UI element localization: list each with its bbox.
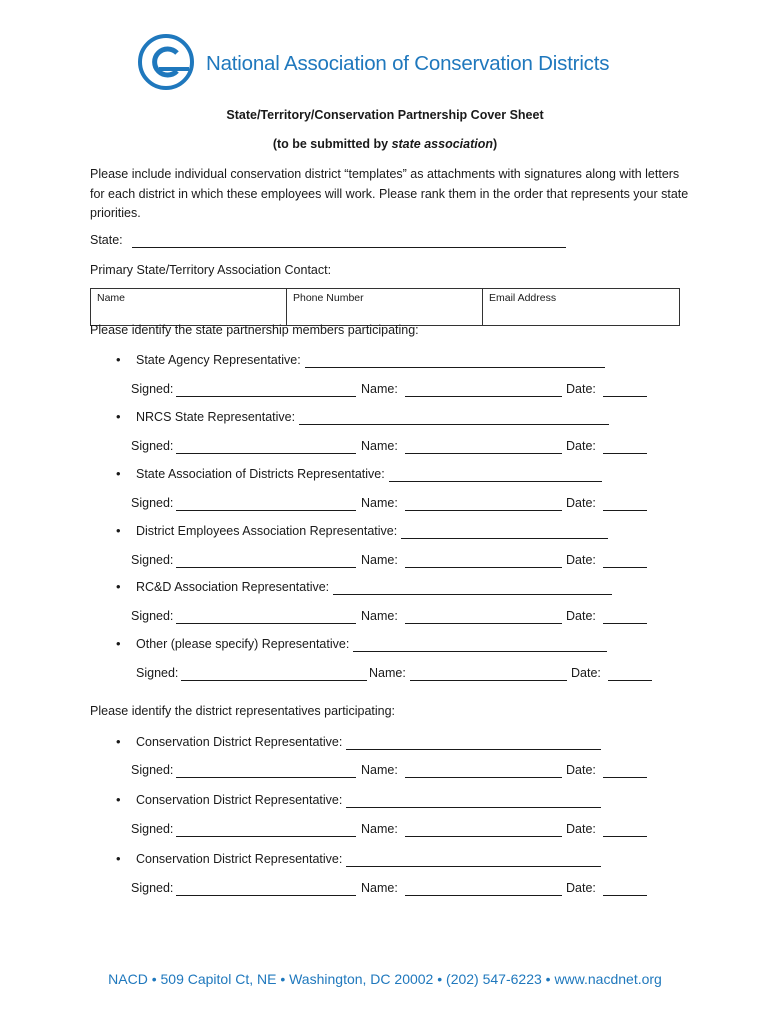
date-label: Date: <box>566 763 596 777</box>
representative-field[interactable] <box>389 467 602 482</box>
date-field[interactable] <box>603 822 647 837</box>
contact-table <box>90 288 680 326</box>
name-field[interactable] <box>410 666 567 681</box>
state-field[interactable] <box>132 233 566 248</box>
representative-field[interactable] <box>346 793 601 808</box>
name-field[interactable] <box>405 763 562 778</box>
date-field[interactable] <box>603 496 647 511</box>
signed-label: Signed: <box>131 763 174 777</box>
bullet-icon: • <box>116 851 121 866</box>
name-label: Name: <box>361 822 398 836</box>
state-members-heading: Please identify the state partnership members participating: <box>90 323 419 337</box>
signed-field[interactable] <box>181 666 367 681</box>
name-label: Name: <box>361 763 398 777</box>
contact-email-cell[interactable]: Email Address <box>483 289 680 326</box>
signed-field[interactable] <box>176 496 356 511</box>
date-field[interactable] <box>603 382 647 397</box>
signed-field[interactable] <box>176 763 356 778</box>
intro-paragraph: Please include individual conservation district “templates” as attachments with signatures along with letters for each district in which these employees will work. Please rank them in the order that represents your state priorities. <box>90 167 689 220</box>
signed-field[interactable] <box>176 439 356 454</box>
representative-field[interactable] <box>346 735 601 750</box>
representative-field[interactable] <box>353 637 607 652</box>
state-label: State: <box>90 233 123 247</box>
footer-contact: NACD • 509 Capitol Ct, NE • Washington, DC 20002 • (202) 547-6223 • www.nacdnet.org <box>108 971 662 987</box>
date-label: Date: <box>566 382 596 396</box>
name-field[interactable] <box>405 496 562 511</box>
date-field[interactable] <box>603 763 647 778</box>
page-subtitle: (to be submitted by state association) <box>272 137 498 151</box>
name-label: Name: <box>361 881 398 895</box>
date-field[interactable] <box>603 881 647 896</box>
name-label: Name: <box>361 496 398 510</box>
date-label: Date: <box>566 881 596 895</box>
representative-label: Conservation District Representative: <box>136 735 343 749</box>
representative-label: State Association of Districts Representative: <box>136 467 385 481</box>
name-label: Name: <box>361 382 398 396</box>
date-label: Date: <box>566 496 596 510</box>
signed-label: Signed: <box>131 609 174 623</box>
signed-field[interactable] <box>176 609 356 624</box>
name-field[interactable] <box>405 553 562 568</box>
date-field[interactable] <box>603 439 647 454</box>
date-field[interactable] <box>603 553 647 568</box>
name-label: Name: <box>361 439 398 453</box>
bullet-icon: • <box>116 734 121 749</box>
date-field[interactable] <box>608 666 652 681</box>
name-field[interactable] <box>405 382 562 397</box>
name-label: Name: <box>361 609 398 623</box>
bullet-icon: • <box>116 792 121 807</box>
representative-label: NRCS State Representative: <box>136 410 296 424</box>
signed-field[interactable] <box>176 382 356 397</box>
bullet-icon: • <box>116 636 121 651</box>
date-label: Date: <box>571 666 601 680</box>
representative-field[interactable] <box>346 852 601 867</box>
name-field[interactable] <box>405 439 562 454</box>
signed-field[interactable] <box>176 822 356 837</box>
bullet-icon: • <box>116 523 121 538</box>
name-label: Name: <box>369 666 406 680</box>
page-title: State/Territory/Conservation Partnership Cover Sheet <box>226 108 544 122</box>
signed-label: Signed: <box>131 439 174 453</box>
contact-label: Primary State/Territory Association Contact: <box>90 263 332 277</box>
representative-label: Conservation District Representative: <box>136 793 343 807</box>
representative-label: RC&D Association Representative: <box>136 580 330 594</box>
signed-field[interactable] <box>176 881 356 896</box>
contact-phone-cell[interactable]: Phone Number <box>287 289 483 326</box>
name-label: Name: <box>361 553 398 567</box>
contact-name-cell[interactable]: Name <box>91 289 287 326</box>
name-field[interactable] <box>405 609 562 624</box>
signed-field[interactable] <box>176 553 356 568</box>
bullet-icon: • <box>116 579 121 594</box>
district-members-heading: Please identify the district representatives participating: <box>90 704 396 718</box>
nacd-logo-icon <box>137 33 195 91</box>
representative-field[interactable] <box>299 410 609 425</box>
representative-label: State Agency Representative: <box>136 353 301 367</box>
signed-label: Signed: <box>131 881 174 895</box>
org-name: National Association of Conservation Districts <box>206 52 610 75</box>
signed-label: Signed: <box>131 553 174 567</box>
signed-label: Signed: <box>131 496 174 510</box>
bullet-icon: • <box>116 409 121 424</box>
representative-label: District Employees Association Representative: <box>136 524 398 538</box>
representative-field[interactable] <box>305 353 605 368</box>
representative-field[interactable] <box>401 524 608 539</box>
signed-label: Signed: <box>131 822 174 836</box>
representative-label: Other (please specify) Representative: <box>136 637 350 651</box>
date-label: Date: <box>566 609 596 623</box>
date-field[interactable] <box>603 609 647 624</box>
date-label: Date: <box>566 553 596 567</box>
bullet-icon: • <box>116 352 121 367</box>
signed-label: Signed: <box>136 666 179 680</box>
representative-label: Conservation District Representative: <box>136 852 343 866</box>
bullet-icon: • <box>116 466 121 481</box>
signed-label: Signed: <box>131 382 174 396</box>
name-field[interactable] <box>405 822 562 837</box>
name-field[interactable] <box>405 881 562 896</box>
representative-field[interactable] <box>333 580 612 595</box>
date-label: Date: <box>566 439 596 453</box>
date-label: Date: <box>566 822 596 836</box>
